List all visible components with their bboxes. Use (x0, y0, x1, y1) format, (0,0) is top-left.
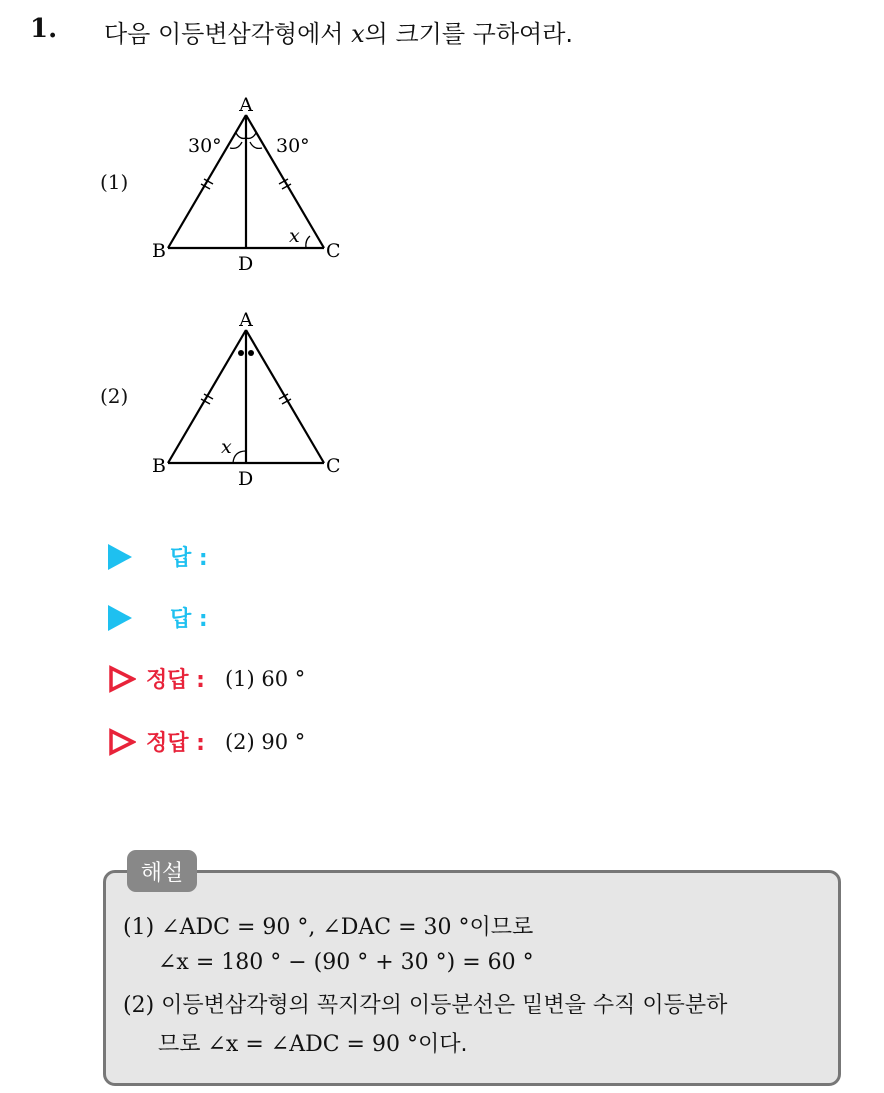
answer-row-2 (108, 602, 208, 633)
solution-line-4-kr-b: 이다. (417, 1032, 468, 1057)
correct-label-2: 정답 : (146, 731, 205, 756)
solution-badge: 해설 (127, 850, 197, 892)
fig1-angle-x: x (289, 225, 300, 247)
question-text-after: 의 크기를 구하여라. (364, 20, 574, 48)
correct-row-1 (108, 663, 305, 694)
solution-line-3-prefix: (2) (123, 993, 162, 1018)
solution-line-4 (158, 1027, 467, 1058)
fig1-vertex-a: A (239, 94, 253, 116)
question-number: 1. (30, 14, 58, 44)
solution-line-2: ∠x = 180 ° − (90 ° + 30 °) = 60 ° (158, 950, 534, 975)
answer-row-1 (108, 541, 208, 572)
fig1-vertex-c: C (326, 240, 341, 262)
fig2-vertex-b: B (152, 455, 166, 477)
fig1-vertex-b: B (152, 240, 166, 262)
question-text-before: 다음 이등변삼각형에서 (104, 20, 352, 48)
blue-triangle-icon (108, 544, 132, 570)
red-outline-triangle-icon (108, 665, 136, 693)
correct-value-2: (2) 90 ° (224, 729, 306, 754)
question-text (104, 14, 573, 49)
fig2-vertex-d: D (238, 468, 254, 490)
answer-label-1: 답 : (170, 546, 208, 571)
solution-line-4-math: ∠x = ∠ADC = 90 ° (207, 1032, 418, 1057)
fig2-vertex-c: C (326, 455, 341, 477)
solution-line-4-kr-a: 므로 (158, 1032, 208, 1057)
fig2-vertex-a: A (239, 309, 253, 331)
solution-line-1 (123, 910, 533, 941)
answer-label-2: 답 : (170, 607, 208, 632)
correct-value-1: (1) 60 ° (224, 666, 306, 691)
correct-label-1: 정답 : (146, 668, 205, 693)
blue-triangle-icon (108, 605, 132, 631)
figure-1-label: (1) (100, 170, 129, 194)
correct-row-2 (108, 726, 305, 757)
solution-line-1-kr: 이므로 (469, 915, 534, 940)
solution-line-1-math: (1) ∠ADC = 90 °, ∠DAC = 30 ° (123, 915, 470, 940)
fig1-angle-left: 30° (188, 135, 222, 157)
solution-line-3 (123, 988, 727, 1019)
figure-2-triangle (140, 305, 370, 490)
figure-1-triangle (140, 90, 370, 275)
fig1-angle-right: 30° (276, 135, 310, 157)
red-outline-triangle-icon (108, 728, 136, 756)
fig1-vertex-d: D (238, 253, 254, 275)
question-variable: x (351, 20, 365, 48)
figure-2-label: (2) (100, 384, 129, 408)
fig2-angle-x: x (221, 436, 232, 458)
solution-line-3-kr: 이등변삼각형의 꼭지각의 이등분선은 밑변을 수직 이등분하 (161, 993, 728, 1018)
